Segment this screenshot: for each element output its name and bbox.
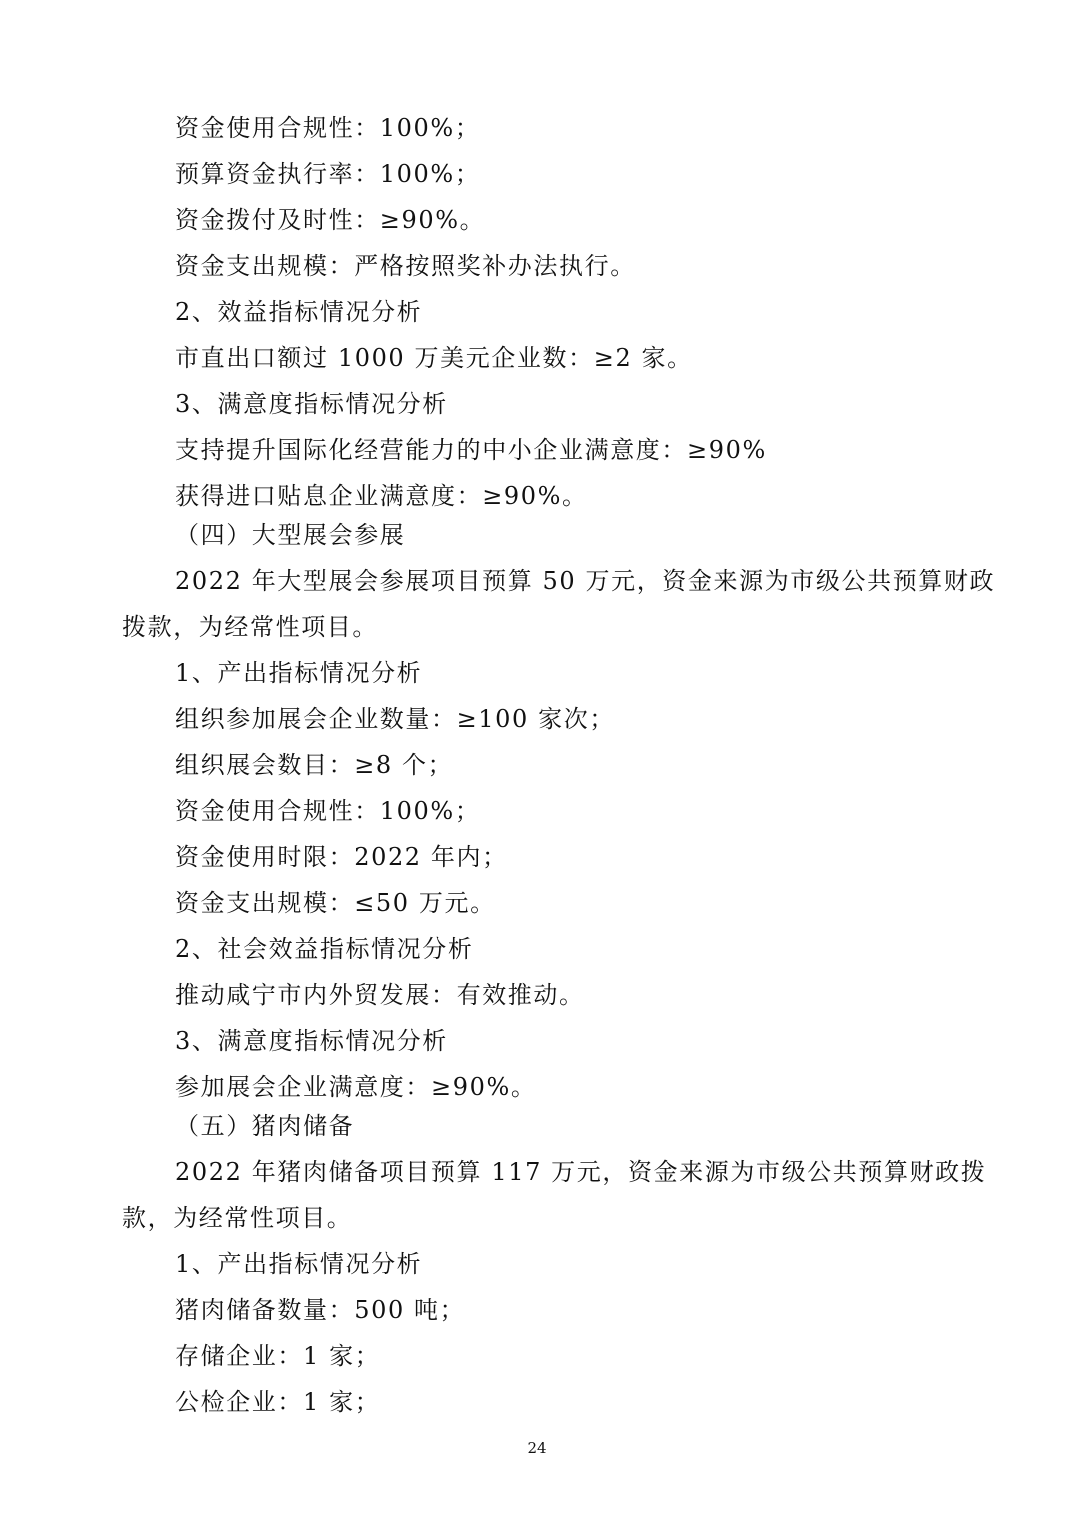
- text-line: 资金使用合规性：100%；: [175, 114, 481, 142]
- text-line: 支持提升国际化经营能力的中小企业满意度：≥90%: [175, 436, 767, 464]
- text-line: 猪肉储备数量：500 吨；: [175, 1296, 466, 1324]
- text-line: 预算资金执行率：100%；: [175, 160, 481, 188]
- text-line: 存储企业：1 家；: [175, 1342, 381, 1370]
- text-line: 推动咸宁市内外贸发展：有效推动。: [175, 981, 585, 1009]
- section-title: （四）大型展会参展: [175, 521, 406, 549]
- section-title: （五）猪肉储备: [175, 1112, 355, 1140]
- text-line: 资金使用时限：2022 年内；: [175, 843, 508, 871]
- section-heading: 2、效益指标情况分析: [175, 298, 423, 326]
- text-line: 资金支出规模：严格按照奖补办法执行。: [175, 252, 636, 280]
- section-heading: 1、产出指标情况分析: [175, 659, 423, 687]
- text-line: 获得进口贴息企业满意度：≥90%。: [175, 482, 588, 510]
- page-number: 24: [527, 1439, 547, 1457]
- section-heading: 2、社会效益指标情况分析: [175, 935, 474, 963]
- text-line: 市直出口额过 1000 万美元企业数：≥2 家。: [175, 344, 693, 372]
- section-heading: 3、满意度指标情况分析: [175, 390, 448, 418]
- paragraph-line: 2022 年大型展会参展项目预算 50 万元，资金来源为市级公共预算财政: [175, 567, 996, 595]
- paragraph-line: 拨款，为经常性项目。: [122, 613, 378, 641]
- paragraph-line: 款，为经常性项目。: [122, 1204, 353, 1232]
- paragraph-line: 2022 年猪肉储备项目预算 117 万元，资金来源为市级公共预算财政拨: [175, 1158, 987, 1186]
- section-heading: 1、产出指标情况分析: [175, 1250, 423, 1278]
- text-line: 资金使用合规性：100%；: [175, 797, 481, 825]
- text-line: 资金支出规模：≤50 万元。: [175, 889, 496, 917]
- text-line: 组织参加展会企业数量：≥100 家次；: [175, 705, 615, 733]
- text-line: 组织展会数目：≥8 个；: [175, 751, 454, 779]
- section-heading: 3、满意度指标情况分析: [175, 1027, 448, 1055]
- text-line: 资金拨付及时性：≥90%。: [175, 206, 486, 234]
- text-line: 参加展会企业满意度：≥90%。: [175, 1073, 537, 1101]
- text-line: 公检企业：1 家；: [175, 1388, 381, 1416]
